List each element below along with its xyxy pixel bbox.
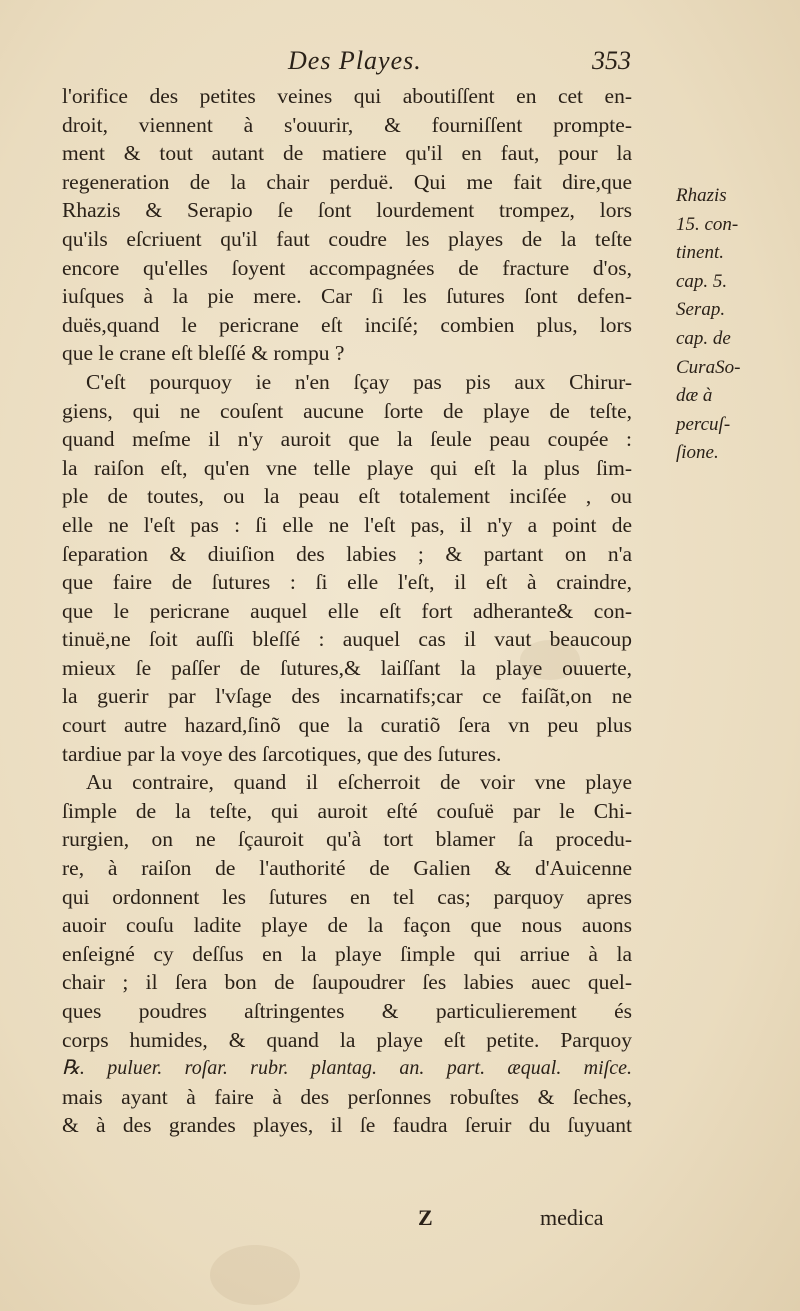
text-line: la raiſon eſt, qu'en vne telle playe qui eſt la plus ſim- [62, 455, 632, 480]
page-footer [0, 1205, 800, 1239]
text-line: re, à raiſon de l'authorité de Galien & d'Auicenne [62, 856, 632, 881]
page-header [0, 42, 800, 78]
margin-notes [676, 182, 786, 468]
text-line: chair ; il ſera bon de ſaupoudrer ſes labies auec quel- [62, 970, 632, 995]
margin-note: dæ à [676, 385, 713, 407]
text-line: tinuë,ne ſoit auſſi bleſſé : auquel cas il vaut beaucoup [62, 627, 632, 652]
text-line: mais ayant à faire à des perſonnes robuſtes & ſeches, [62, 1084, 632, 1109]
text-line: regeneration de la chair perduë. Qui me fait dire,que [62, 169, 632, 194]
margin-note: 15. con- [676, 213, 739, 235]
text-line: court autre hazard,ſinõ que la curatiõ ſera vn peu plus [62, 713, 632, 738]
text-line: duës,quand le pericrane eſt inciſé; combien plus, lors [62, 312, 632, 337]
text-line: la guerir par l'vſage des incarnatifs;car ce faiſãt,on ne [62, 684, 632, 709]
text-line: ſeparation & diuiſion des labies ; & partant on n'a [62, 541, 632, 566]
text-line: qu'ils eſcriuent qu'il faut coudre les playes de la teſte [62, 226, 632, 251]
text-line: mieux ſe paſſer de ſutures,& laiſſant la playe ouuerte, [62, 655, 632, 680]
margin-note: cap. de [676, 327, 731, 349]
margin-note: ſione. [676, 442, 719, 464]
margin-note: Rhazis [676, 185, 727, 206]
signature-mark: Z [418, 1205, 433, 1230]
text-line: droit, viennent à s'ouurir, & fourniſſent prompte- [62, 112, 632, 137]
text-line: que le crane eſt bleſſé & rompu ? [62, 341, 345, 366]
catchword: medica [540, 1205, 604, 1230]
text-line: quand meſme il n'y auroit que la ſeule peau coupée : [62, 427, 632, 452]
text-line: ſimple de la teſte, qui auroit eſté couſuë par le Chi- [62, 798, 632, 823]
text-line: ques poudres aſtringentes & particulierement és [62, 999, 632, 1023]
text-line: ment & tout autant de matiere qu'il en faut, pour la [62, 141, 632, 166]
text-line: l'orifice des petites veines qui aboutiſſent en cet en- [62, 84, 632, 108]
text-line: rurgien, on ne ſçauroit qu'à tort blamer ſa procedu- [62, 827, 632, 852]
text-line: Rhazis & Serapio ſe ſont lourdement trompez, lors [62, 198, 632, 223]
text-line: ple de toutes, ou la peau eſt totalement inciſée , ou [62, 484, 632, 509]
text-line: elle ne l'eſt pas : ſi elle ne l'eſt pas, il n'y a point de [62, 512, 632, 537]
text-line: enſeigné cy deſſus en la playe ſimple qui arriue à la [62, 941, 632, 966]
running-title: Des Playes. [288, 46, 422, 75]
text-line: encore qu'elles ſoyent accompagnées de fracture d'os, [62, 255, 632, 280]
text-line: & à des grandes playes, il ſe faudra ſeruir du ſuyuant [62, 1113, 632, 1138]
margin-note: percuſ- [676, 413, 731, 435]
margin-note: cap. 5. [676, 270, 728, 292]
text-line: Au contraire, quand il eſcherroit de voir vne playe [86, 770, 632, 795]
margin-note: Serap. [676, 299, 726, 321]
text-line: iuſques à la pie mere. Car ſi les ſutures ſont defen- [62, 284, 632, 309]
page-number: 353 [592, 46, 631, 75]
text-line: que faire de ſutures : ſi elle l'eſt, il eſt à craindre, [62, 570, 632, 595]
text-line: giens, qui ne couſent aucune ſorte de playe de teſte, [62, 398, 632, 423]
text-line: tardiue par la voye des ſarcotiques, que des ſutures. [62, 741, 502, 766]
text-line: auoir couſu ladite playe de la façon que nous auons [62, 913, 632, 938]
margin-note: CuraSo- [676, 356, 741, 378]
main-text-block [62, 82, 632, 1140]
text-line: que le pericrane auquel elle eſt fort adherante& con- [62, 598, 632, 623]
text-line: qui ordonnent les ſutures en tel cas; parquoy apres [62, 884, 632, 909]
text-line: ℞. puluer. roſar. rubr. plantag. an. part. æqual. miſce. [62, 1057, 632, 1080]
margin-note: tinent. [676, 242, 725, 264]
paper-stain [210, 1245, 300, 1305]
text-line: C'eſt pourquoy ie n'en ſçay pas pis aux Chirur- [86, 369, 632, 394]
text-line: corps humides, & quand la playe eſt petite. Parquoy [62, 1027, 632, 1052]
